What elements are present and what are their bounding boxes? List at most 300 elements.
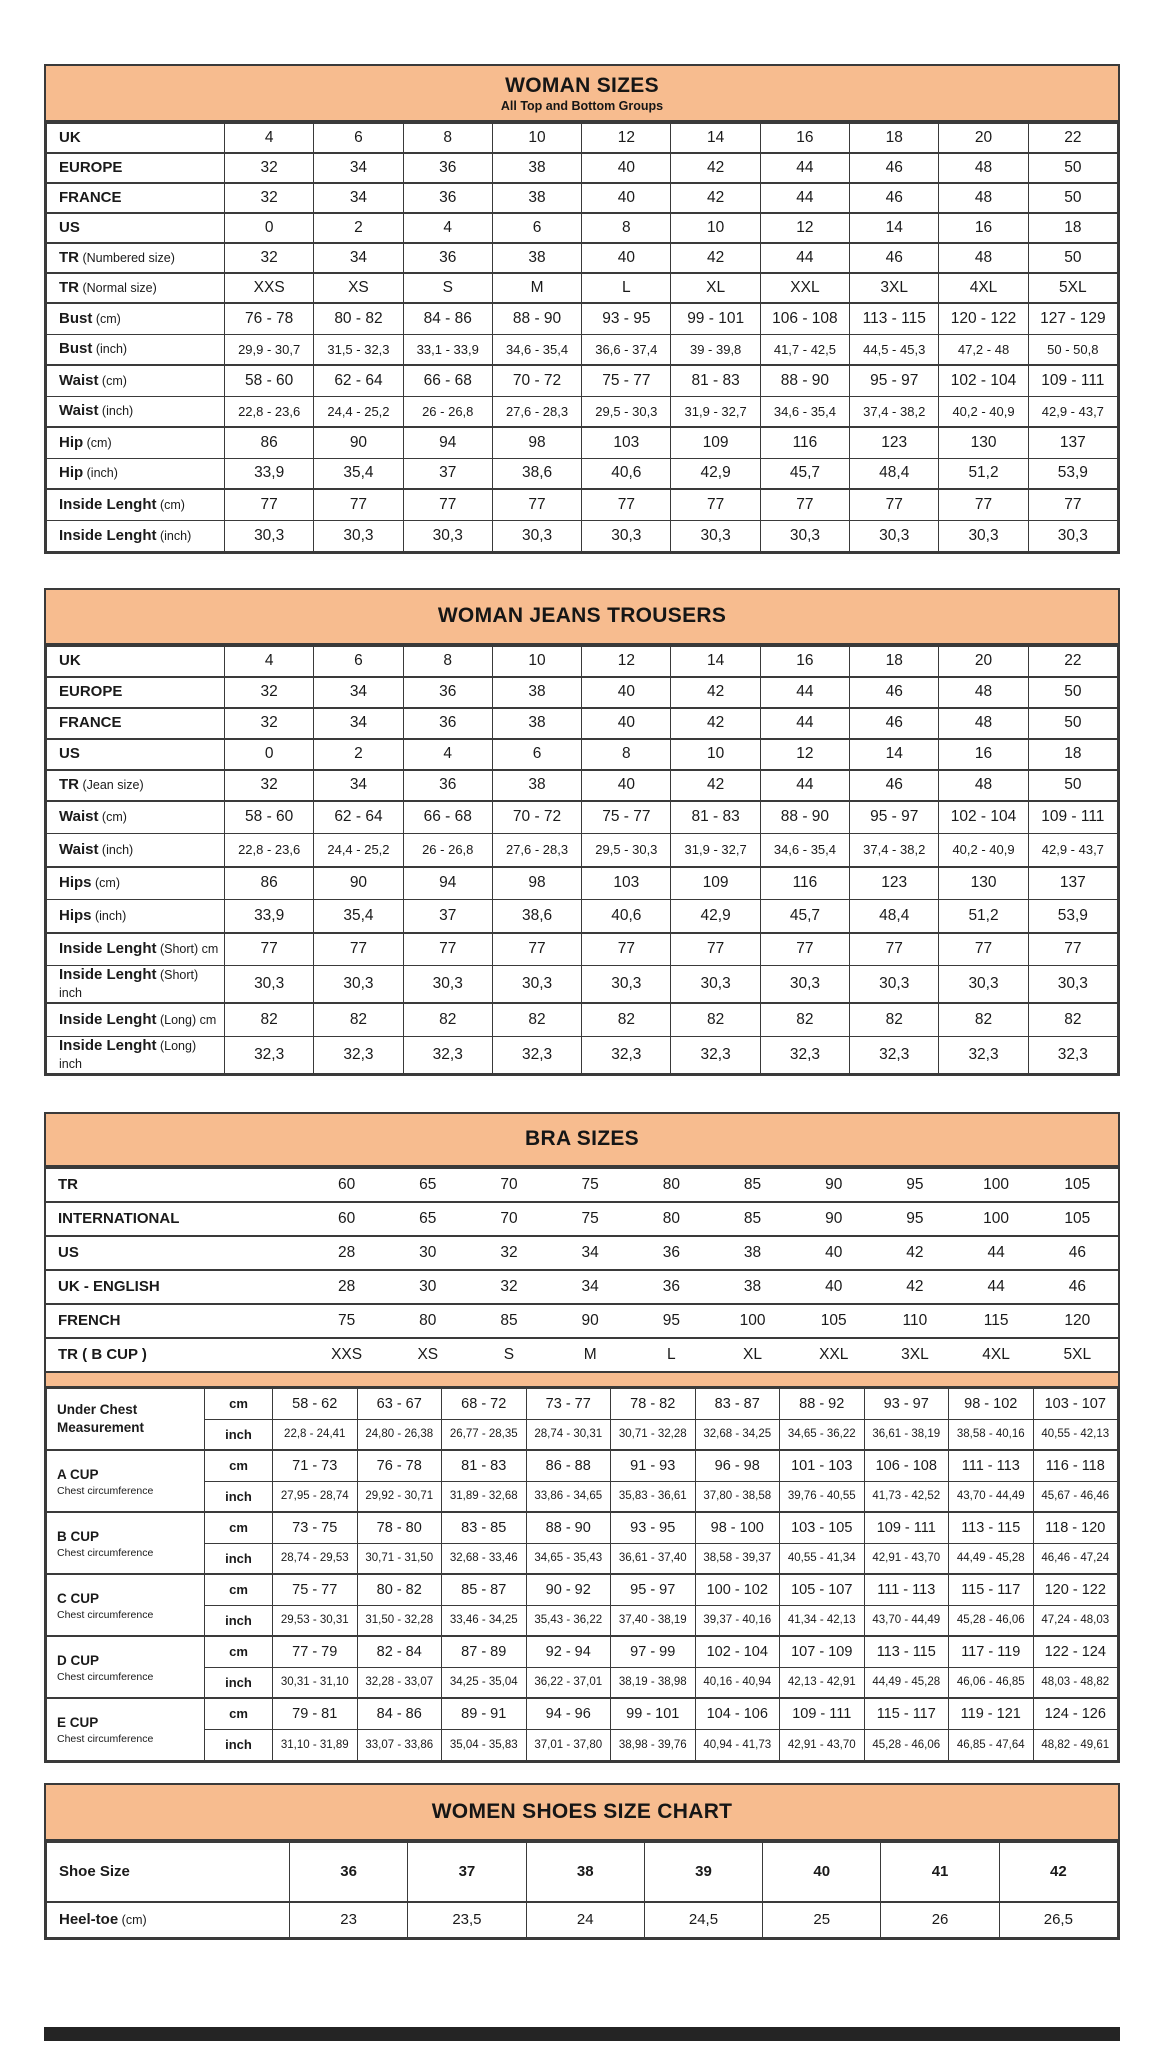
cell-value: 42 — [874, 1270, 955, 1304]
table-row — [47, 739, 1118, 770]
table-row — [47, 1902, 1118, 1938]
cell-value: 3XL — [850, 273, 939, 303]
cell-value: 111 - 113 — [949, 1450, 1034, 1481]
woman-sizes-header — [46, 66, 1118, 122]
cell-value: 18 — [850, 646, 939, 677]
row-label: INTERNATIONAL — [46, 1202, 306, 1236]
cell-value: 4 — [403, 213, 492, 243]
cell-value: 77 — [582, 489, 671, 520]
cell-value: 34 — [314, 243, 403, 273]
row-label: FRANCE — [47, 708, 225, 739]
cell-value: 103 — [582, 427, 671, 458]
cell-value: 36 — [631, 1236, 712, 1270]
cell-value: 109 — [671, 867, 760, 900]
cell-value: 113 - 115 — [864, 1636, 949, 1667]
cell-value: 130 — [939, 867, 1028, 900]
cell-value: 38,19 - 38,98 — [611, 1667, 696, 1698]
cell-value: 70 — [468, 1202, 549, 1236]
cell-value: 40,2 - 40,9 — [939, 396, 1028, 427]
cell-value: 29,5 - 30,3 — [582, 396, 671, 427]
cell-value: 32 — [225, 708, 314, 739]
woman-jeans-section — [44, 588, 1120, 1076]
row-label: E CUP Chest circumference — [47, 1698, 205, 1760]
cell-value: 102 - 104 — [939, 365, 1028, 396]
cell-value: 46,06 - 46,85 — [949, 1667, 1034, 1698]
cell-value: 105 — [1037, 1202, 1118, 1236]
unit-label: cm — [205, 1698, 273, 1729]
unit-label: cm — [205, 1388, 273, 1419]
cell-value: 44 — [760, 153, 849, 183]
cell-value: 46 — [1037, 1270, 1118, 1304]
cell-value: 4 — [225, 123, 314, 153]
cell-value: 81 - 83 — [671, 801, 760, 834]
unit-label: inch — [205, 1667, 273, 1698]
bra-sizes-header — [46, 1114, 1118, 1167]
cell-value: 42,9 — [671, 458, 760, 489]
unit-label: cm — [205, 1636, 273, 1667]
cell-value: XS — [387, 1338, 468, 1372]
cell-value: 124 - 126 — [1033, 1698, 1118, 1729]
cell-value: 36,22 - 37,01 — [526, 1667, 611, 1698]
cell-value: 127 - 129 — [1028, 303, 1117, 334]
row-label: Bust (inch) — [47, 334, 225, 365]
cell-value: 32 — [225, 153, 314, 183]
cell-value: 32,68 - 33,46 — [442, 1543, 527, 1574]
cell-value: 85 — [712, 1202, 793, 1236]
cell-value: 76 - 78 — [225, 303, 314, 334]
cell-value: 42,13 - 42,91 — [780, 1667, 865, 1698]
cell-value: 32 — [225, 770, 314, 801]
cell-value: 85 — [712, 1168, 793, 1202]
cell-value: 28,74 - 29,53 — [273, 1543, 358, 1574]
cell-value: 106 - 108 — [760, 303, 849, 334]
table-row — [47, 834, 1118, 867]
cell-value: 6 — [492, 739, 581, 770]
cell-value: 35,04 - 35,83 — [442, 1729, 527, 1760]
table-row — [47, 1481, 1118, 1512]
cell-value: 31,5 - 32,3 — [314, 334, 403, 365]
cell-value: 32 — [225, 243, 314, 273]
cell-value: 27,6 - 28,3 — [492, 834, 581, 867]
cell-value: 10 — [671, 213, 760, 243]
cell-value: 16 — [760, 123, 849, 153]
cell-value: 90 — [550, 1304, 631, 1338]
cell-value: 30,3 — [939, 966, 1028, 1004]
row-label: US — [47, 739, 225, 770]
table-row — [47, 1729, 1118, 1760]
cell-value: 30,3 — [314, 520, 403, 551]
cell-value: 25 — [763, 1902, 881, 1938]
cell-value: 37 — [403, 900, 492, 933]
row-label: US — [47, 213, 225, 243]
cell-value: 8 — [582, 739, 671, 770]
cell-value: 30,3 — [850, 966, 939, 1004]
cell-value: 82 — [492, 1003, 581, 1036]
cell-value: 31,10 - 31,89 — [273, 1729, 358, 1760]
cell-value: 30,3 — [671, 966, 760, 1004]
cell-value: 130 — [939, 427, 1028, 458]
cell-value: 29,92 - 30,71 — [357, 1481, 442, 1512]
unit-label: cm — [205, 1450, 273, 1481]
cell-value: 109 - 111 — [1028, 801, 1117, 834]
row-label: EUROPE — [47, 153, 225, 183]
cell-value: 36 — [403, 770, 492, 801]
cell-value: XXS — [306, 1338, 387, 1372]
table-row — [46, 1304, 1118, 1338]
cell-value: 34 — [314, 153, 403, 183]
cell-value: 38,58 - 40,16 — [949, 1419, 1034, 1450]
cell-value: 42 — [671, 677, 760, 708]
cell-value: 53,9 — [1028, 900, 1117, 933]
unit-label: cm — [205, 1574, 273, 1605]
cell-value: 70 - 72 — [492, 365, 581, 396]
cell-value: 33,86 - 34,65 — [526, 1481, 611, 1512]
cell-value: 44 — [956, 1236, 1037, 1270]
unit-label: inch — [205, 1543, 273, 1574]
cell-value: 46 — [1037, 1236, 1118, 1270]
row-label: Hips (inch) — [47, 900, 225, 933]
row-label: Waist (inch) — [47, 396, 225, 427]
cell-value: 28,74 - 30,31 — [526, 1419, 611, 1450]
cell-value: 31,9 - 32,7 — [671, 396, 760, 427]
cell-value: 30,3 — [225, 966, 314, 1004]
cell-value: 75 - 77 — [582, 801, 671, 834]
table-row — [47, 900, 1118, 933]
cell-value: 40 — [582, 243, 671, 273]
cell-value: 42,9 — [671, 900, 760, 933]
cell-value: 41 — [881, 1842, 999, 1902]
cell-value: 8 — [582, 213, 671, 243]
cell-value: 43,70 - 44,49 — [949, 1481, 1034, 1512]
cell-value: 16 — [939, 739, 1028, 770]
cell-value: 48,4 — [850, 900, 939, 933]
cell-value: 14 — [850, 739, 939, 770]
cell-value: 102 - 104 — [939, 801, 1028, 834]
cell-value: 77 — [314, 933, 403, 966]
cell-value: 98 - 100 — [695, 1512, 780, 1543]
cell-value: 111 - 113 — [864, 1574, 949, 1605]
cell-value: 39 - 39,8 — [671, 334, 760, 365]
table-row — [47, 770, 1118, 801]
cell-value: 109 - 111 — [780, 1698, 865, 1729]
cell-value: 44 — [760, 677, 849, 708]
cell-value: 34,6 - 35,4 — [760, 396, 849, 427]
cell-value: 32,3 — [671, 1036, 760, 1073]
row-label: TR — [46, 1168, 306, 1202]
cell-value: 44 — [760, 183, 849, 213]
cell-value: 12 — [582, 123, 671, 153]
cell-value: 27,95 - 28,74 — [273, 1481, 358, 1512]
cell-value: 90 - 92 — [526, 1574, 611, 1605]
cell-value: 88 - 90 — [760, 801, 849, 834]
cell-value: 63 - 67 — [357, 1388, 442, 1419]
cell-value: 82 — [314, 1003, 403, 1036]
cell-value: 89 - 91 — [442, 1698, 527, 1729]
cell-value: 45,67 - 46,46 — [1033, 1481, 1118, 1512]
cell-value: 40 — [582, 677, 671, 708]
cell-value: 38 — [492, 708, 581, 739]
cell-value: 50 — [1028, 153, 1117, 183]
women-shoes-section — [44, 1783, 1120, 1941]
cell-value: 82 — [582, 1003, 671, 1036]
cell-value: 29,53 - 30,31 — [273, 1605, 358, 1636]
cell-value: 107 - 109 — [780, 1636, 865, 1667]
table-row — [47, 123, 1118, 153]
cell-value: 62 - 64 — [314, 365, 403, 396]
cell-value: 48,03 - 48,82 — [1033, 1667, 1118, 1698]
cell-value: 10 — [492, 646, 581, 677]
cell-value: 24,4 - 25,2 — [314, 396, 403, 427]
cell-value: 120 — [1037, 1304, 1118, 1338]
cell-value: 86 - 88 — [526, 1450, 611, 1481]
cell-value: 82 - 84 — [357, 1636, 442, 1667]
cell-value: 80 — [631, 1202, 712, 1236]
cell-value: 44,49 - 45,28 — [864, 1667, 949, 1698]
row-label: Hips (cm) — [47, 867, 225, 900]
cell-value: 92 - 94 — [526, 1636, 611, 1667]
cell-value: 42 — [999, 1842, 1117, 1902]
cell-value: 101 - 103 — [780, 1450, 865, 1481]
row-label: Inside Lenght (Long) inch — [47, 1036, 225, 1073]
cell-value: 91 - 93 — [611, 1450, 696, 1481]
cell-value: 30,3 — [492, 966, 581, 1004]
cell-value: 93 - 97 — [864, 1388, 949, 1419]
cell-value: 90 — [314, 867, 403, 900]
cell-value: 14 — [671, 123, 760, 153]
cell-value: 96 - 98 — [695, 1450, 780, 1481]
cell-value: 42 — [671, 153, 760, 183]
cell-value: 47,2 - 48 — [939, 334, 1028, 365]
cell-value: 137 — [1028, 427, 1117, 458]
cell-value: 34,65 - 35,43 — [526, 1543, 611, 1574]
cell-value: 30,71 - 32,28 — [611, 1419, 696, 1450]
cell-value: 50 — [1028, 677, 1117, 708]
cell-value: 32 — [468, 1236, 549, 1270]
cell-value: 16 — [939, 213, 1028, 243]
cell-value: 34 — [550, 1270, 631, 1304]
cell-value: 34,6 - 35,4 — [492, 334, 581, 365]
cell-value: 99 - 101 — [671, 303, 760, 334]
cell-value: 36,6 - 37,4 — [582, 334, 671, 365]
cell-value: 100 — [712, 1304, 793, 1338]
cell-value: 32,3 — [582, 1036, 671, 1073]
cell-value: 32,3 — [492, 1036, 581, 1073]
cell-value: 32,3 — [939, 1036, 1028, 1073]
cell-value: 30,3 — [760, 966, 849, 1004]
cell-value: 14 — [850, 213, 939, 243]
cell-value: XL — [671, 273, 760, 303]
cell-value: 39,76 - 40,55 — [780, 1481, 865, 1512]
cell-value: 26,5 — [999, 1902, 1117, 1938]
cell-value: 35,4 — [314, 458, 403, 489]
cell-value: 38 — [712, 1236, 793, 1270]
cell-value: 44,49 - 45,28 — [949, 1543, 1034, 1574]
cell-value: 48,4 — [850, 458, 939, 489]
row-label: Inside Lenght (Short) cm — [47, 933, 225, 966]
cell-value: S — [468, 1338, 549, 1372]
row-label: Under Chest Measurement — [47, 1388, 205, 1450]
cell-value: 37,4 - 38,2 — [850, 396, 939, 427]
cell-value: 5XL — [1037, 1338, 1118, 1372]
woman-sizes-grid — [46, 122, 1118, 552]
cell-value: 22,8 - 23,6 — [225, 834, 314, 867]
cell-value: 120 - 122 — [939, 303, 1028, 334]
cell-value: 30,3 — [939, 520, 1028, 551]
cell-value: 40,94 - 41,73 — [695, 1729, 780, 1760]
cell-value: 62 - 64 — [314, 801, 403, 834]
row-label: Inside Lenght (Short) inch — [47, 966, 225, 1004]
cell-value: 12 — [760, 739, 849, 770]
cell-value: 77 — [492, 489, 581, 520]
cell-value: 100 — [956, 1202, 1037, 1236]
cell-value: 90 — [793, 1168, 874, 1202]
table-row — [47, 303, 1118, 334]
cell-value: 75 - 77 — [273, 1574, 358, 1605]
cell-value: 31,50 - 32,28 — [357, 1605, 442, 1636]
cell-value: 12 — [582, 646, 671, 677]
cell-value: 18 — [850, 123, 939, 153]
cell-value: 75 — [550, 1168, 631, 1202]
cell-value: 109 - 111 — [864, 1512, 949, 1543]
cell-value: 48 — [939, 183, 1028, 213]
table-row — [47, 243, 1118, 273]
table-row — [47, 1667, 1118, 1698]
cell-value: 18 — [1028, 213, 1117, 243]
table-row — [47, 646, 1118, 677]
table-row — [47, 1636, 1118, 1667]
cell-value: 77 — [492, 933, 581, 966]
cell-value: 42 — [671, 770, 760, 801]
cell-value: 0 — [225, 213, 314, 243]
cell-value: 77 — [1028, 933, 1117, 966]
cell-value: 100 - 102 — [695, 1574, 780, 1605]
cell-value: 8 — [403, 646, 492, 677]
cell-value: 23 — [290, 1902, 408, 1938]
table-row — [47, 213, 1118, 243]
cell-value: M — [550, 1338, 631, 1372]
cell-value: 84 - 86 — [403, 303, 492, 334]
cell-value: 80 - 82 — [314, 303, 403, 334]
cell-value: 82 — [939, 1003, 1028, 1036]
cell-value: 40 — [582, 708, 671, 739]
cell-value: 30,3 — [403, 966, 492, 1004]
cell-value: 16 — [760, 646, 849, 677]
cell-value: 88 - 90 — [492, 303, 581, 334]
cell-value: 36 — [290, 1842, 408, 1902]
unit-label: inch — [205, 1419, 273, 1450]
cell-value: 109 - 111 — [1028, 365, 1117, 396]
table-row — [47, 1003, 1118, 1036]
cell-value: 37 — [408, 1842, 526, 1902]
cell-value: 32,3 — [1028, 1036, 1117, 1073]
unit-label: inch — [205, 1481, 273, 1512]
table-row — [47, 334, 1118, 365]
cell-value: 98 — [492, 427, 581, 458]
cell-value: 95 — [874, 1168, 955, 1202]
cell-value: 22 — [1028, 646, 1117, 677]
table-row — [47, 365, 1118, 396]
cell-value: 36 — [403, 243, 492, 273]
cell-value: 22 — [1028, 123, 1117, 153]
cell-value: 32,3 — [314, 1036, 403, 1073]
row-label: Waist (cm) — [47, 365, 225, 396]
cell-value: 44 — [760, 243, 849, 273]
cell-value: L — [631, 1338, 712, 1372]
cell-value: 95 - 97 — [850, 801, 939, 834]
row-label: Inside Lenght (inch) — [47, 520, 225, 551]
row-label: Hip (cm) — [47, 427, 225, 458]
cell-value: 46 — [850, 677, 939, 708]
cell-value: 40,55 - 41,34 — [780, 1543, 865, 1574]
table-row — [47, 677, 1118, 708]
cell-value: 48 — [939, 770, 1028, 801]
cell-value: 24,5 — [644, 1902, 762, 1938]
cell-value: 12 — [760, 213, 849, 243]
row-label: C CUP Chest circumference — [47, 1574, 205, 1636]
row-label: Inside Lenght (Long) cm — [47, 1003, 225, 1036]
cell-value: 41,34 - 42,13 — [780, 1605, 865, 1636]
table-row — [47, 1605, 1118, 1636]
cell-value: 95 - 97 — [850, 365, 939, 396]
cell-value: 40 — [793, 1270, 874, 1304]
row-label: Inside Lenght (cm) — [47, 489, 225, 520]
cell-value: 46 — [850, 153, 939, 183]
cell-value: 28 — [306, 1270, 387, 1304]
row-label: A CUP Chest circumference — [47, 1450, 205, 1512]
cell-value: 46 — [850, 708, 939, 739]
cell-value: 82 — [225, 1003, 314, 1036]
bottom-cutoff-band — [44, 2027, 1120, 2041]
cell-value: 34 — [314, 770, 403, 801]
cell-value: 81 - 83 — [442, 1450, 527, 1481]
cell-value: 77 — [850, 489, 939, 520]
cell-value: 50 — [1028, 243, 1117, 273]
table-row — [47, 1419, 1118, 1450]
cell-value: 4 — [225, 646, 314, 677]
cell-value: 46,46 - 47,24 — [1033, 1543, 1118, 1574]
cell-value: 86 — [225, 427, 314, 458]
cell-value: 20 — [939, 646, 1028, 677]
cell-value: 22,8 - 23,6 — [225, 396, 314, 427]
table-row — [47, 396, 1118, 427]
cell-value: 30,31 - 31,10 — [273, 1667, 358, 1698]
cell-value: 82 — [671, 1003, 760, 1036]
cell-value: 78 - 80 — [357, 1512, 442, 1543]
cell-value: 48 — [939, 677, 1028, 708]
cell-value: 94 — [403, 427, 492, 458]
cell-value: 102 - 104 — [695, 1636, 780, 1667]
cell-value: 37 — [403, 458, 492, 489]
bra-sizes-title: BRA SIZES — [525, 1127, 639, 1150]
row-label: TR ( B CUP ) — [46, 1338, 306, 1372]
cell-value: 36 — [403, 153, 492, 183]
cell-value: 58 - 60 — [225, 801, 314, 834]
cell-value: 34 — [314, 677, 403, 708]
cell-value: 75 — [306, 1304, 387, 1338]
cell-value: 4XL — [939, 273, 1028, 303]
cell-value: 27,6 - 28,3 — [492, 396, 581, 427]
cell-value: 32,3 — [403, 1036, 492, 1073]
cell-value: 77 — [939, 933, 1028, 966]
table-row — [47, 458, 1118, 489]
cell-value: 40 — [582, 770, 671, 801]
cell-value: 42 — [671, 243, 760, 273]
cell-value: 105 - 107 — [780, 1574, 865, 1605]
unit-label: inch — [205, 1729, 273, 1760]
cell-value: 36 — [403, 708, 492, 739]
cell-value: XXS — [225, 273, 314, 303]
row-label: TR (Normal size) — [47, 273, 225, 303]
